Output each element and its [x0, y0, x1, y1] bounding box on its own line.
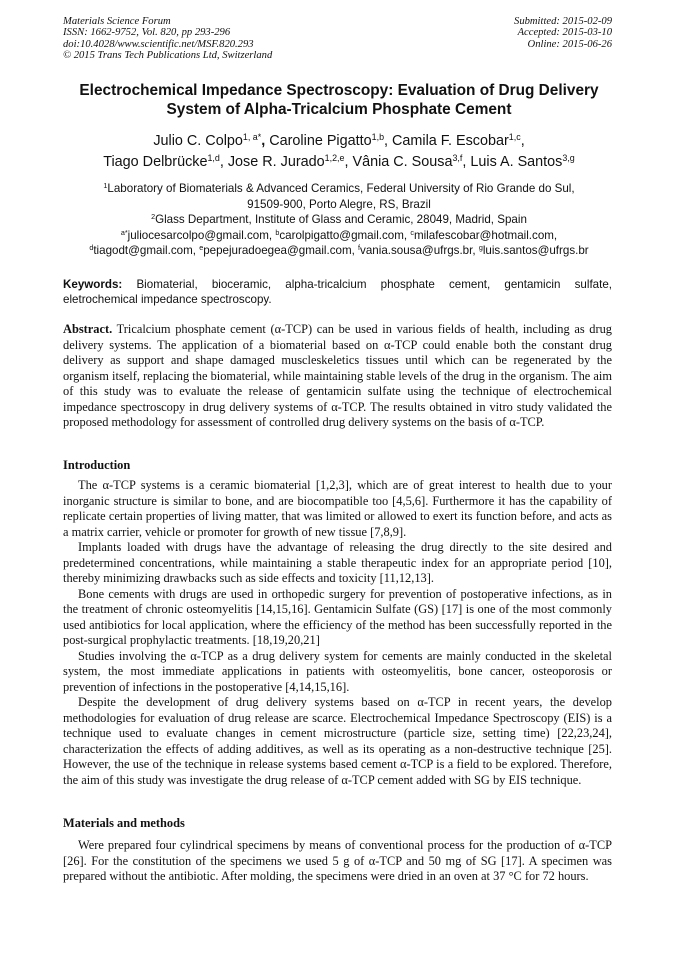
abstract [63, 322, 612, 431]
author-affil: 3,g [562, 153, 575, 164]
author-name: Vânia C. Sousa [352, 154, 453, 170]
keywords-text: Biomaterial, bioceramic, alpha-tricalcium phosphate cement, gentamicin sulfate, eletrochemical impedance spectroscopy. [63, 278, 612, 306]
author-name: Camila F. Escobar [392, 133, 509, 149]
author-affil: 1,c [508, 132, 521, 143]
affiliations [30, 181, 648, 259]
author-name: Julio C. Colpo [153, 133, 243, 149]
accepted-date: Accepted: 2015-03-10 [517, 27, 612, 39]
paragraph: Studies involving the α-TCP as a drug delivery system for cements are mainly conducted in the skeletal system, the most immediate applications in patients with osteomyelitis, bone cancer, osteoporosis or prevention of infections in the postoperative [4,14,15,16]. [63, 648, 612, 694]
submitted-date: Submitted: 2015-02-09 [514, 16, 612, 27]
author-name: Caroline Pigatto [269, 133, 372, 149]
author-affil: 3,f [452, 153, 463, 164]
section-heading-introduction: Introduction [63, 458, 131, 472]
author-name: Jose R. Jurado [227, 154, 325, 170]
journal-copyright: © 2015 Trans Tech Publications Ltd, Switzerland [63, 50, 273, 62]
section-heading-methods: Materials and methods [63, 816, 185, 830]
journal-issn: ISSN: 1662-9752, Vol. 820, pp 293-296 [63, 27, 231, 39]
author-line-2: Tiago Delbrücke$^{1,d}$, Jose R. Jurado$^{1,2,e}$, Vânia C. Sousa$^{3,f}$, Luis A. Santos$^{3,g}$ [103, 153, 575, 170]
abstract-label: Abstract. [63, 322, 113, 336]
email-line-2: $^d$tiagodt@gmail.com, $^e$pepejuradoegea@gmail.com, $^f$vania.sousa@ufrgs.br, $^g$luis.santos@ufrgs.br [89, 243, 589, 258]
journal-name: Materials Science Forum [63, 16, 171, 27]
email-line-1: $^{a*}$juliocesarcolpo@gmail.com, $^b$carolpigatto@gmail.com, $^c$milafescobar@hotmail.com, [120, 227, 558, 242]
online-date: Online: 2015-06-26 [527, 38, 612, 50]
affiliation-2: $^2$Glass Department, Institute of Glass and Ceramic, 28049, Madrid, Spain [151, 212, 527, 227]
author-line-1: Julio C. Colpo$^{1, a*}$, Caroline Pigatto$^{1,b}$, Camila F. Escobar$^{1,c}$, [153, 132, 525, 149]
author-name: Tiago Delbrücke [103, 154, 208, 170]
author-affil: 1, a* [242, 132, 262, 143]
abstract-text: Tricalcium phosphate cement (α-TCP) can be used in various fields of health, including as drug delivery systems. The application of a biomaterial based on α-TCP could enable both the constant drug delivery as support and shape damaged muscleskeletics tissues until which can be regenerated by the organism itself, replacing the biomaterial, while maintaining stable levels of the drug in the organism. The aim of this study was to evaluate the release of gentamicin sulfate using the technique of electrochemical impedance spectroscopy in drug delivery systems of α-TCP. The results obtained in vitro study validated the proposed methodology for assessment of controlled drug delivery systems on the basis of α-TCP. [63, 322, 612, 429]
keywords [63, 277, 612, 307]
journal-doi: doi:10.4028/www.scientific.net/MSF.820.293 [63, 38, 254, 50]
author-list [40, 131, 638, 173]
email-link[interactable]: pepejuradoegea@gmail.com, [203, 244, 359, 258]
email-link[interactable]: tiagodt@gmail.com, [93, 244, 200, 258]
title-line-1: Electrochemical Impedance Spectroscopy: Evaluation of Drug Delivery [79, 82, 599, 99]
email-link[interactable]: milafescobar@hotmail.com, [413, 228, 558, 242]
keywords-label: Keywords: [63, 278, 123, 291]
methods-body [63, 838, 612, 885]
paragraph: Were prepared four cylindrical specimens by means of conventional process for the production of α-TCP [26]. For the constitution of the specimens we used 5 g of α-TCP and 50 mg of SG [17]. A specimen was prepared without the antibiotic. After molding, the specimens were dried in an oven at 37 °C for 72 hours. [63, 838, 612, 883]
paragraph: Bone cements with drugs are used in orthopedic surgery for prevention of postoperative infections, as in the treatment of chronic osteomyelitis [14,15,16]. Gentamicin Sulfate (GS) [17] is one of the most commonly used antibiotics for local application, where the efficiency of the method has been successfully reported in the post-surgical prophylactic treatments. [18,19,20,21] [63, 586, 612, 647]
author-affil: 1,d [207, 153, 220, 164]
journal-info [63, 16, 272, 62]
author-name: Luis A. Santos [470, 154, 563, 170]
paper-title [40, 82, 638, 119]
email-link[interactable]: carolpigatto@gmail.com, [279, 228, 411, 242]
title-line-2: System of Alpha-Tricalcium Phosphate Cement [166, 100, 512, 118]
paragraph: The α-TCP systems is a ceramic biomaterial [1,2,3], which are of great interest to health due to your inorganic structure is similar to bone, and are biocompatible too [4,5,6]. Furthermore it has the capability of replicate certain properties of living matter, that was limited or allowed to exert its function before, and acts as a matrix carrier, vehicle or promoter for growth of new tissue [7,8,9]. [63, 478, 612, 539]
introduction-body [63, 478, 612, 788]
author-affil: 1,2,e [324, 153, 345, 164]
author-affil: 1,b [371, 132, 385, 143]
submission-dates [514, 16, 612, 50]
email-link[interactable]: vania.sousa@ufrgs.br, [360, 244, 479, 258]
affiliation-1: $^1$Laboratory of Biomaterials & Advanced Ceramics, Federal University of Rio Grande do Sul, [103, 181, 575, 195]
email-link[interactable]: juliocesarcolpo@gmail.com, [127, 228, 276, 242]
paragraph: Despite the development of drug delivery systems based on α-TCP in recent years, the develop methodologies for evaluation of drug release are scarce. Electrochemical Impedance Spectroscopy (EIS) is a technique used to evaluate changes in cement microstructure (particle size, setting time) [22,23,24], characterization the effects of adding additives, as well as its operating as a non-destructive technique [25]. However, the use of the technique in release systems based cement α-TCP is a field to be explored. Therefore, the aim of this study was investigate the drug release of α-TCP cement added with SG by EIS technique. [63, 695, 612, 787]
affiliation-1-address: 91509-900, Porto Alegre, RS, Brazil [247, 197, 431, 211]
paragraph: Implants loaded with drugs have the advantage of releasing the drug directly to the site desired and predetermined concentrations, while maintaining a stable therapeutic index for an appropriate period [10], thereby minimizing drawbacks such as side effects and toxicity [11,12,13]. [63, 540, 612, 585]
email-link[interactable]: luis.santos@ufrgs.br [482, 244, 589, 258]
